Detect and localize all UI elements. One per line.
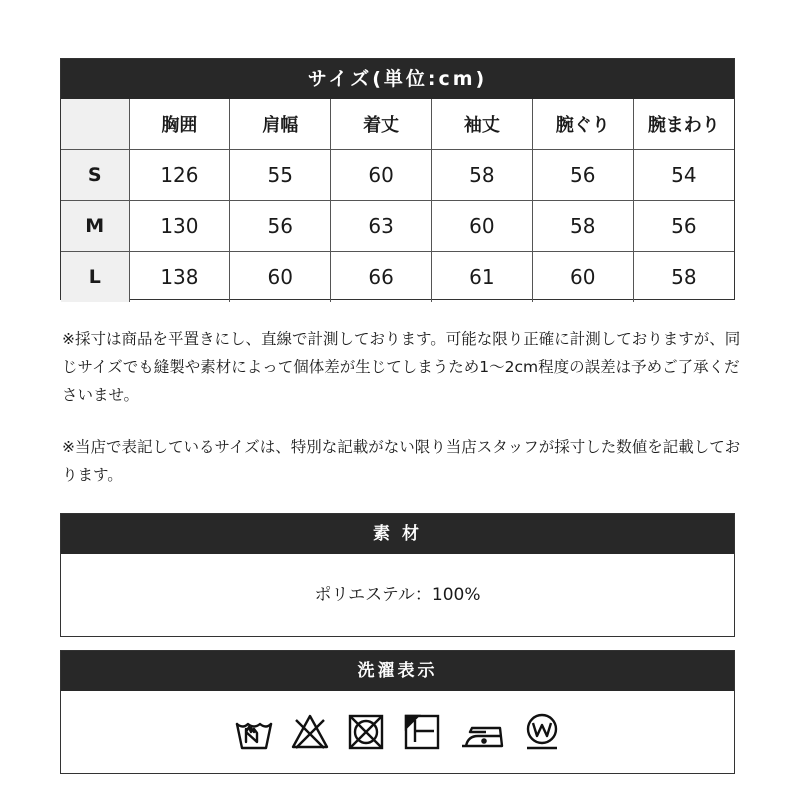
washing-title: 洗濯表示 <box>61 651 734 691</box>
table-cell: 130 <box>129 201 230 252</box>
line-dry-shade-icon <box>402 712 442 752</box>
size-table-corner <box>61 99 129 150</box>
table-cell: 58 <box>532 201 633 252</box>
table-cell: 54 <box>633 150 734 201</box>
care-symbols <box>61 691 734 773</box>
size-table-panel <box>60 58 735 300</box>
table-row <box>61 252 734 303</box>
table-cell: 60 <box>331 150 432 201</box>
material-panel <box>60 513 735 637</box>
no-bleach-icon <box>290 712 330 752</box>
table-cell: 56 <box>230 201 331 252</box>
table-cell: 58 <box>633 252 734 303</box>
hand-wash-icon <box>234 712 274 752</box>
column-header: 胸囲 <box>129 99 230 150</box>
column-header: 腕ぐり <box>532 99 633 150</box>
table-cell: 138 <box>129 252 230 303</box>
size-label: S <box>61 150 129 201</box>
table-cell: 55 <box>230 150 331 201</box>
table-cell: 56 <box>532 150 633 201</box>
table-cell: 60 <box>431 201 532 252</box>
table-cell: 61 <box>431 252 532 303</box>
size-label: M <box>61 201 129 252</box>
washing-panel <box>60 650 735 774</box>
column-header: 腕まわり <box>633 99 734 150</box>
material-value: ポリエステル：100% <box>314 585 481 605</box>
size-table <box>61 99 734 302</box>
column-header: 肩幅 <box>230 99 331 150</box>
measurement-note: ※採寸は商品を平置きにし、直線で計測しております。可能な限り正確に計測しておりますが、同じサイズでも縫製や素材によって個体差が生じてしまうため1～2cm程度の誤差は予めご了承くださいませ。 <box>62 330 741 404</box>
material-title: 素 材 <box>61 514 734 554</box>
table-cell: 56 <box>633 201 734 252</box>
table-cell: 60 <box>532 252 633 303</box>
table-row <box>61 150 734 201</box>
column-header: 袖丈 <box>431 99 532 150</box>
wet-clean-icon <box>522 712 562 752</box>
size-label: L <box>61 252 129 303</box>
table-cell: 126 <box>129 150 230 201</box>
size-table-title: サイズ(単位:cm) <box>61 59 734 99</box>
table-cell: 63 <box>331 201 432 252</box>
table-cell: 66 <box>331 252 432 303</box>
iron-low-icon <box>458 712 506 752</box>
column-header: 着丈 <box>331 99 432 150</box>
table-row <box>61 201 734 252</box>
size-notation-note: ※当店で表記しているサイズは、特別な記載がない限り当店スタッフが採寸した数値を記載しております。 <box>62 438 741 484</box>
table-cell: 58 <box>431 150 532 201</box>
no-tumble-dry-icon <box>346 712 386 752</box>
table-cell: 60 <box>230 252 331 303</box>
size-table-header-row <box>61 99 734 150</box>
